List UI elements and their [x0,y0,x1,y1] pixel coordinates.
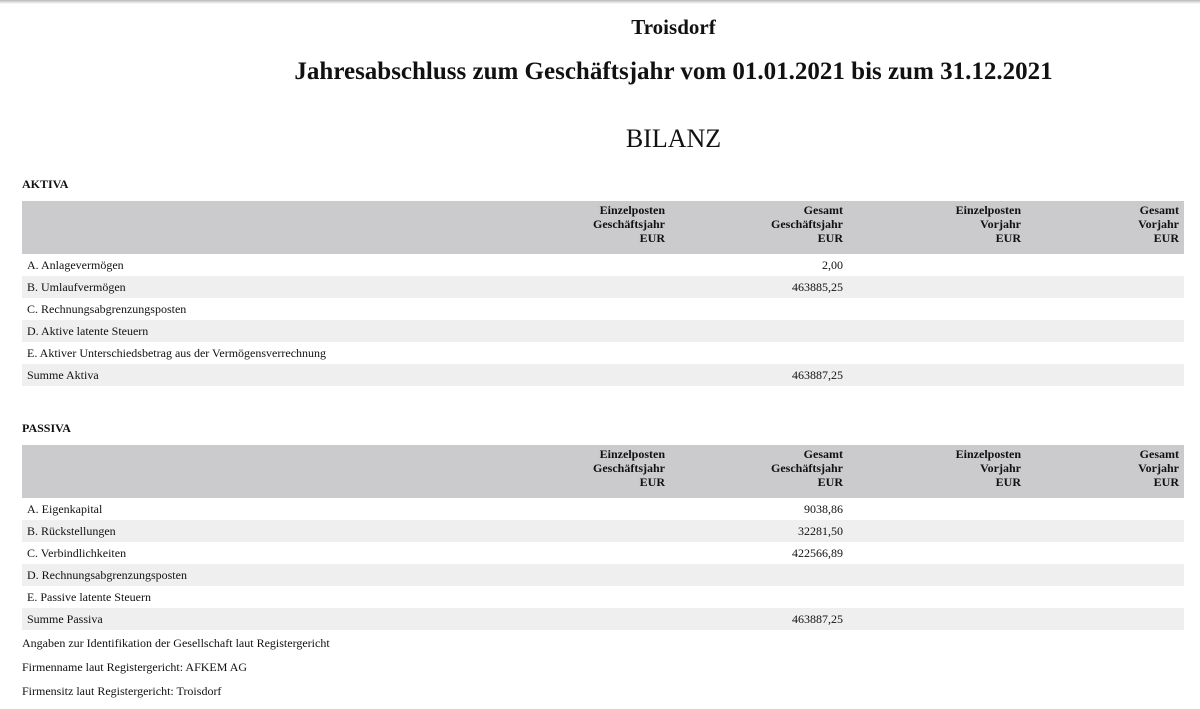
row-label: C. Rechnungsabgrenzungsposten [27,301,187,316]
page-title: Jahresabschluss zum Geschäftsjahr vom 01.01.2021 bis zum 31.12.2021 [294,58,1053,85]
column-header-line: EUR [1153,475,1179,489]
column-header-line: Geschäftsjahr [593,461,665,475]
cell-einzel-gj [492,498,670,520]
row-label: E. Aktiver Unterschiedsbetrag aus der Vermögensverrechnung [27,345,327,360]
cell-einzel-vj [848,542,1026,564]
cell-einzel-vj [848,498,1026,520]
cell-einzel-vj [848,254,1026,276]
cell-gesamt-gj [670,298,848,320]
cell-einzel-vj [848,320,1026,342]
column-header-line: Einzelposten [599,203,665,217]
cell-gesamt-vj [1026,498,1184,520]
row-label: Summe Aktiva [22,364,492,386]
cell-gesamt-gj: 32281,50 [670,520,848,542]
column-header-line: EUR [995,231,1021,245]
report-name: BILANZ [625,124,722,153]
column-header-einzelposten-vorjahr [848,445,1026,498]
table-row [22,498,1184,520]
aktiva-table [22,201,1184,386]
table-row-total [22,608,1184,630]
column-header-line: Einzelposten [599,447,665,461]
column-header-line: Gesamt [803,447,843,461]
cell-einzel-gj [492,254,670,276]
cell-einzel-gj [492,320,670,342]
aktiva-label: AKTIVA [22,177,69,191]
row-label: Summe Passiva [22,608,492,630]
table-row [22,520,1184,542]
cell-gesamt-gj: 9038,86 [804,501,843,516]
table-row [22,320,1184,342]
table-header-row [22,445,1184,498]
cell-gesamt-gj [670,320,848,342]
identification-heading: Angaben zur Identifikation der Gesellschaft laut Registergericht [22,636,330,650]
column-header-line: Einzelposten [955,203,1021,217]
column-header-gesamt-geschaeftsjahr [670,445,848,498]
passiva-table [22,445,1184,630]
column-header-line: Vorjahr [980,461,1021,475]
cell-einzel-gj [492,608,670,630]
column-header-label [22,445,492,498]
column-header-line: EUR [995,475,1021,489]
column-header-line: EUR [817,475,843,489]
company-name: Firmenname laut Registergericht: AFKEM AG [22,660,248,674]
cell-einzel-vj [848,276,1026,298]
table-row-total [22,364,1184,386]
row-label: C. Verbindlichkeiten [27,545,127,560]
cell-einzel-gj [492,586,670,608]
column-header-line: EUR [817,231,843,245]
cell-einzel-gj [492,520,670,542]
column-header-line: Gesamt [1139,203,1179,217]
cell-gesamt-gj: 463887,25 [670,364,848,386]
column-header-gesamt-vorjahr [1026,445,1184,498]
passiva-label: PASSIVA [22,421,71,435]
top-edge-shadow [0,0,1200,4]
cell-gesamt-vj [1026,586,1184,608]
cell-gesamt-vj [1026,520,1184,542]
cell-gesamt-gj: 463885,25 [670,276,848,298]
cell-einzel-gj [492,342,670,364]
cell-gesamt-vj [1026,276,1184,298]
cell-gesamt-gj [670,342,848,364]
cell-einzel-gj [492,364,670,386]
column-header-line: Geschäftsjahr [771,217,843,231]
cell-gesamt-vj [1026,320,1184,342]
column-header-line: Gesamt [803,203,843,217]
cell-gesamt-gj: 2,00 [822,257,843,272]
row-label: A. Anlagevermögen [27,257,124,272]
row-label: B. Rückstellungen [22,520,492,542]
column-header-line: Vorjahr [1138,217,1179,231]
cell-einzel-vj [848,298,1026,320]
column-header-line: Gesamt [1139,447,1179,461]
cell-gesamt-gj: 422566,89 [792,545,843,560]
column-header-line: Vorjahr [980,217,1021,231]
column-header-label [22,201,492,254]
row-label: B. Umlaufvermögen [22,276,492,298]
cell-einzel-vj [848,564,1026,586]
row-label: E. Passive latente Steuern [27,589,151,604]
table-row [22,342,1184,364]
column-header-line: EUR [639,475,665,489]
column-header-einzelposten-geschaeftsjahr [492,445,670,498]
cell-gesamt-gj: 463887,25 [670,608,848,630]
table-row [22,298,1184,320]
table-row [22,254,1184,276]
cell-gesamt-vj [1026,608,1184,630]
cell-einzel-vj [848,364,1026,386]
cell-einzel-vj [848,608,1026,630]
table-header-row [22,201,1184,254]
column-header-line: Vorjahr [1138,461,1179,475]
cell-einzel-gj [492,298,670,320]
column-header-line: Geschäftsjahr [593,217,665,231]
cell-einzel-gj [492,542,670,564]
column-header-line: Einzelposten [955,447,1021,461]
row-label: A. Eigenkapital [27,501,103,516]
company-seat: Firmensitz laut Registergericht: Troisdorf [22,684,222,698]
cell-gesamt-vj [1026,254,1184,276]
table-row [22,542,1184,564]
column-header-einzelposten-geschaeftsjahr [492,201,670,254]
cell-einzel-vj [848,520,1026,542]
cell-gesamt-gj [670,586,848,608]
column-header-gesamt-geschaeftsjahr [670,201,848,254]
column-header-einzelposten-vorjahr [848,201,1026,254]
cell-einzel-gj [492,564,670,586]
column-header-line: EUR [639,231,665,245]
cell-einzel-vj [848,342,1026,364]
cell-gesamt-vj [1026,342,1184,364]
table-row [22,586,1184,608]
cell-gesamt-vj [1026,364,1184,386]
column-header-gesamt-vorjahr [1026,201,1184,254]
cell-gesamt-vj [1026,542,1184,564]
table-row [22,564,1184,586]
row-label: D. Rechnungsabgrenzungsposten [22,564,492,586]
table-row [22,276,1184,298]
column-header-line: Geschäftsjahr [771,461,843,475]
column-header-line: EUR [1153,231,1179,245]
cell-gesamt-vj [1026,564,1184,586]
cell-gesamt-gj [670,564,848,586]
city-heading: Troisdorf [631,15,716,39]
row-label: D. Aktive latente Steuern [22,320,492,342]
cell-gesamt-vj [1026,298,1184,320]
cell-einzel-vj [848,586,1026,608]
cell-einzel-gj [492,276,670,298]
